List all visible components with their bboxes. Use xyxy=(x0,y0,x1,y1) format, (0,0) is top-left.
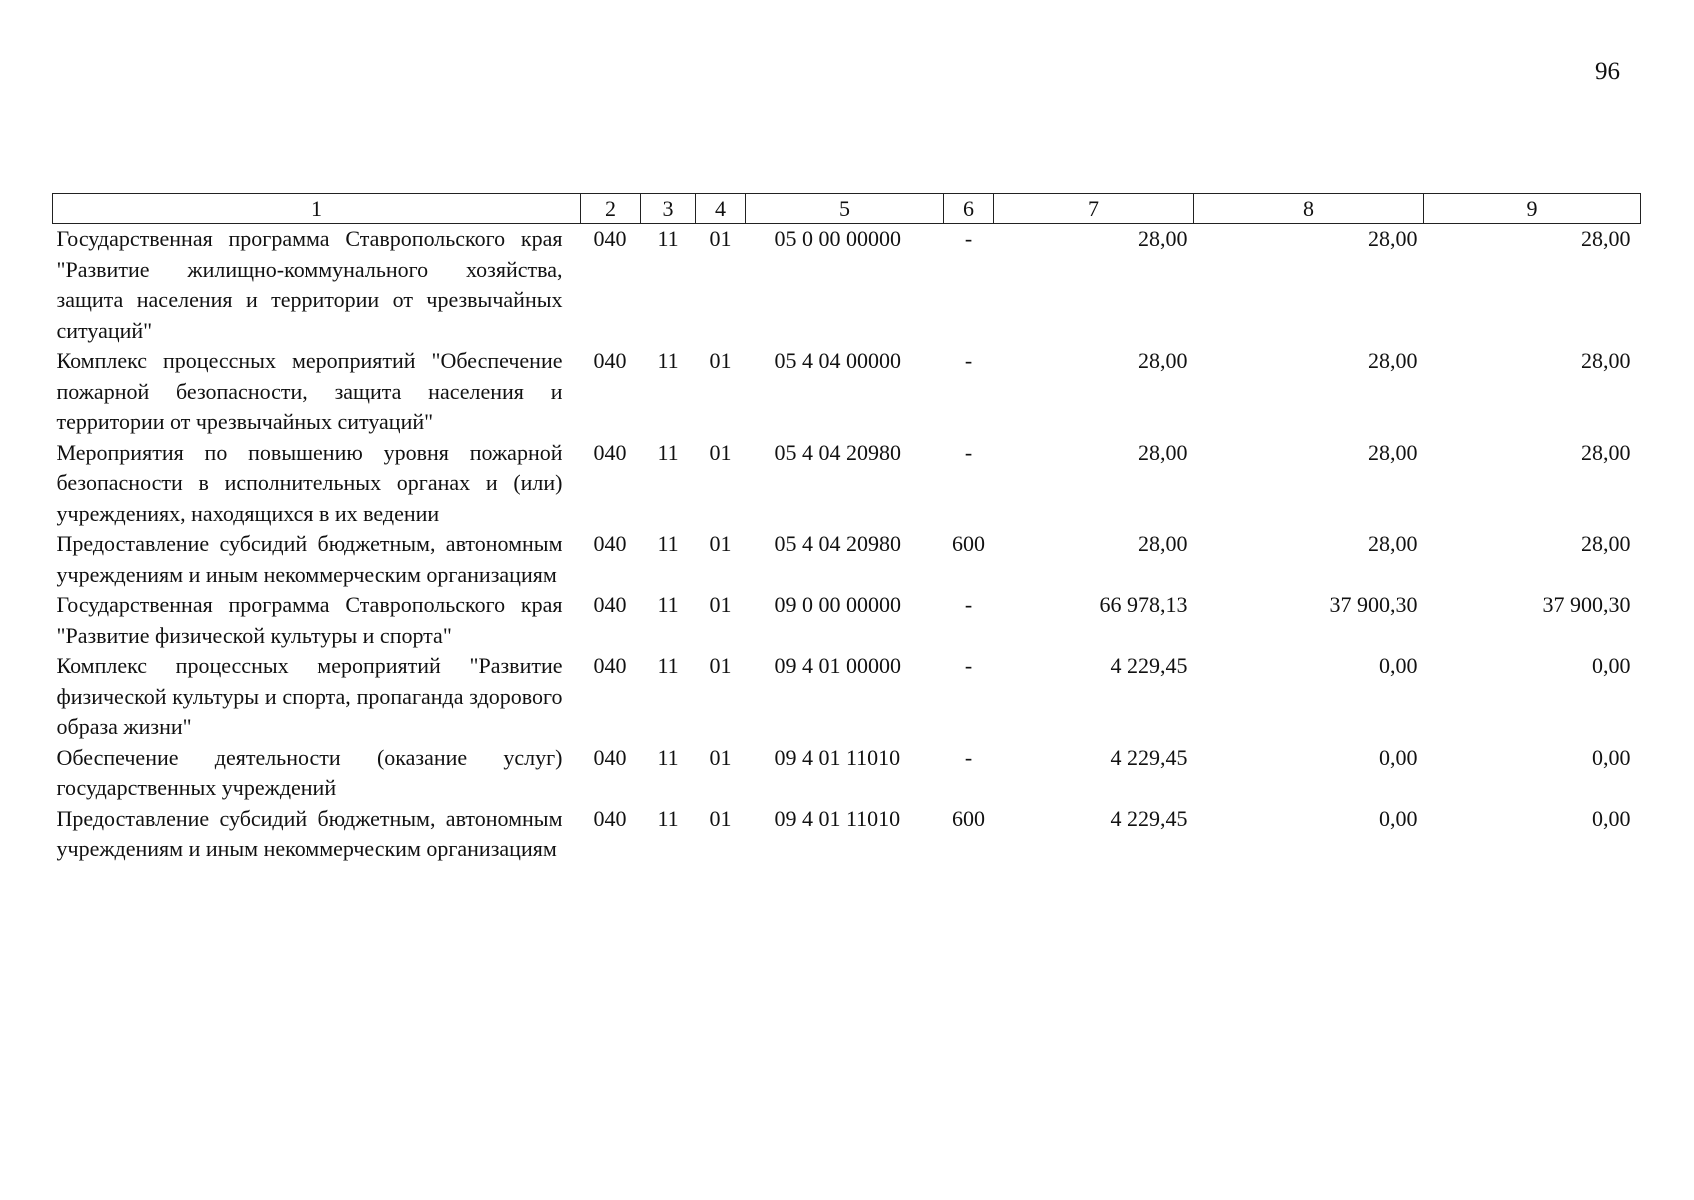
row-section-cell: 11 xyxy=(657,805,679,831)
row-name-cell: Комплекс процессных мероприятий "Обеспечение пожарной безопасности, защита населения и территории от чрезвычайных ситуаций" xyxy=(56,348,563,434)
table-header-row xyxy=(53,194,1641,224)
row-amount-cell: 28,00 xyxy=(1368,226,1418,251)
row-subsection-cell: 01 xyxy=(709,531,732,556)
page-number: 96 xyxy=(1595,58,1620,85)
column-header: 5 xyxy=(746,194,944,224)
column-header: 2 xyxy=(581,194,641,224)
row-amount-cell: 4 229,45 xyxy=(1110,653,1188,678)
row-amount-cell: 28,00 xyxy=(1581,439,1631,465)
row-code-cell: 040 xyxy=(593,531,627,556)
column-header: 6 xyxy=(944,194,994,224)
row-code-cell: 040 xyxy=(593,226,627,251)
column-header: 3 xyxy=(641,194,696,224)
row-amount-cell: 37 900,30 xyxy=(1542,592,1631,617)
row-amount-cell: 28,00 xyxy=(1368,439,1418,465)
row-amount-cell: 28,00 xyxy=(1138,348,1188,373)
row-name-cell: Предоставление субсидий бюджетным, автономным учреждениям и иным некоммерческим организациям xyxy=(56,531,563,587)
row-expense-type-cell: - xyxy=(964,226,973,251)
row-code-cell: 040 xyxy=(593,592,627,617)
row-subsection-cell: 01 xyxy=(709,653,732,678)
row-expense-type-cell: - xyxy=(964,592,973,617)
table-row xyxy=(53,346,1641,438)
row-name-cell: Обеспечение деятельности (оказание услуг) государственных учреждений xyxy=(56,744,563,800)
row-name-cell: Государственная программа Ставропольского края "Развитие жилищно-коммунального хозяйства, защита населения и территории от чрезвычайных ситуаций" xyxy=(56,226,563,343)
row-section-cell: 11 xyxy=(657,744,679,770)
table-row xyxy=(53,529,1641,590)
row-amount-cell: 28,00 xyxy=(1368,348,1418,373)
row-target-article-cell: 09 0 00 00000 xyxy=(774,592,901,617)
row-amount-cell: 0,00 xyxy=(1592,744,1631,770)
column-header: 9 xyxy=(1424,194,1641,224)
row-code-cell: 040 xyxy=(593,653,627,678)
row-target-article-cell: 09 4 01 11010 xyxy=(774,744,901,770)
row-amount-cell: 0,00 xyxy=(1592,653,1631,678)
row-target-article-cell: 05 4 04 00000 xyxy=(774,348,901,373)
row-name-cell: Мероприятия по повышению уровня пожарной безопасности в исполнительных органах и (или) учреждениях, находящихся в их ведении xyxy=(56,439,563,526)
column-header: 1 xyxy=(53,194,581,224)
column-header: 4 xyxy=(696,194,746,224)
row-amount-cell: 28,00 xyxy=(1138,531,1188,556)
column-header: 8 xyxy=(1194,194,1424,224)
table-row xyxy=(53,743,1641,804)
row-expense-type-cell: - xyxy=(964,348,973,373)
row-amount-cell: 28,00 xyxy=(1368,531,1418,556)
row-amount-cell: 28,00 xyxy=(1581,531,1631,556)
row-section-cell: 11 xyxy=(657,653,679,678)
row-name-cell: Предоставление субсидий бюджетным, автономным учреждениям и иным некоммерческим организациям xyxy=(56,805,563,861)
table-body xyxy=(53,224,1641,865)
row-subsection-cell: 01 xyxy=(709,439,732,465)
row-code-cell: 040 xyxy=(593,744,627,770)
row-target-article-cell: 09 4 01 00000 xyxy=(774,653,901,678)
row-amount-cell: 0,00 xyxy=(1379,805,1418,831)
row-subsection-cell: 01 xyxy=(709,348,732,373)
table-row xyxy=(53,590,1641,651)
row-subsection-cell: 01 xyxy=(709,592,732,617)
row-subsection-cell: 01 xyxy=(709,744,732,770)
row-amount-cell: 28,00 xyxy=(1138,439,1188,465)
row-amount-cell: 28,00 xyxy=(1581,348,1631,373)
row-amount-cell: 66 978,13 xyxy=(1099,592,1188,617)
table-row xyxy=(53,651,1641,743)
row-expense-type-cell: - xyxy=(964,744,973,770)
row-target-article-cell: 05 0 00 00000 xyxy=(774,226,901,251)
table-row xyxy=(53,224,1641,347)
row-code-cell: 040 xyxy=(593,348,627,373)
row-section-cell: 11 xyxy=(657,439,679,465)
row-subsection-cell: 01 xyxy=(709,805,732,831)
row-name-cell: Комплекс процессных мероприятий "Развитие физической культуры и спорта, пропаганда здорового образа жизни" xyxy=(56,653,563,739)
row-amount-cell: 0,00 xyxy=(1379,744,1418,770)
row-amount-cell: 28,00 xyxy=(1581,226,1631,251)
table-row xyxy=(53,804,1641,865)
row-code-cell: 040 xyxy=(593,439,627,465)
budget-table xyxy=(52,193,1641,865)
row-amount-cell: 4 229,45 xyxy=(1110,744,1188,770)
row-amount-cell: 0,00 xyxy=(1379,653,1418,678)
row-expense-type-cell: 600 xyxy=(952,531,985,556)
row-expense-type-cell: - xyxy=(964,439,973,465)
row-code-cell: 040 xyxy=(593,805,627,831)
table-row xyxy=(53,438,1641,530)
row-expense-type-cell: 600 xyxy=(952,805,985,831)
row-section-cell: 11 xyxy=(657,226,679,251)
row-amount-cell: 37 900,30 xyxy=(1329,592,1418,617)
row-section-cell: 11 xyxy=(657,592,679,617)
row-target-article-cell: 09 4 01 11010 xyxy=(774,805,901,831)
row-name-cell: Государственная программа Ставропольского края "Развитие физической культуры и спорта" xyxy=(56,592,563,648)
row-target-article-cell: 05 4 04 20980 xyxy=(774,439,901,465)
row-section-cell: 11 xyxy=(657,348,679,373)
row-subsection-cell: 01 xyxy=(709,226,732,251)
row-amount-cell: 28,00 xyxy=(1138,226,1188,251)
row-expense-type-cell: - xyxy=(964,653,973,678)
row-amount-cell: 4 229,45 xyxy=(1110,805,1188,831)
column-header: 7 xyxy=(994,194,1194,224)
row-amount-cell: 0,00 xyxy=(1592,805,1631,831)
row-target-article-cell: 05 4 04 20980 xyxy=(774,531,901,556)
row-section-cell: 11 xyxy=(657,531,679,556)
